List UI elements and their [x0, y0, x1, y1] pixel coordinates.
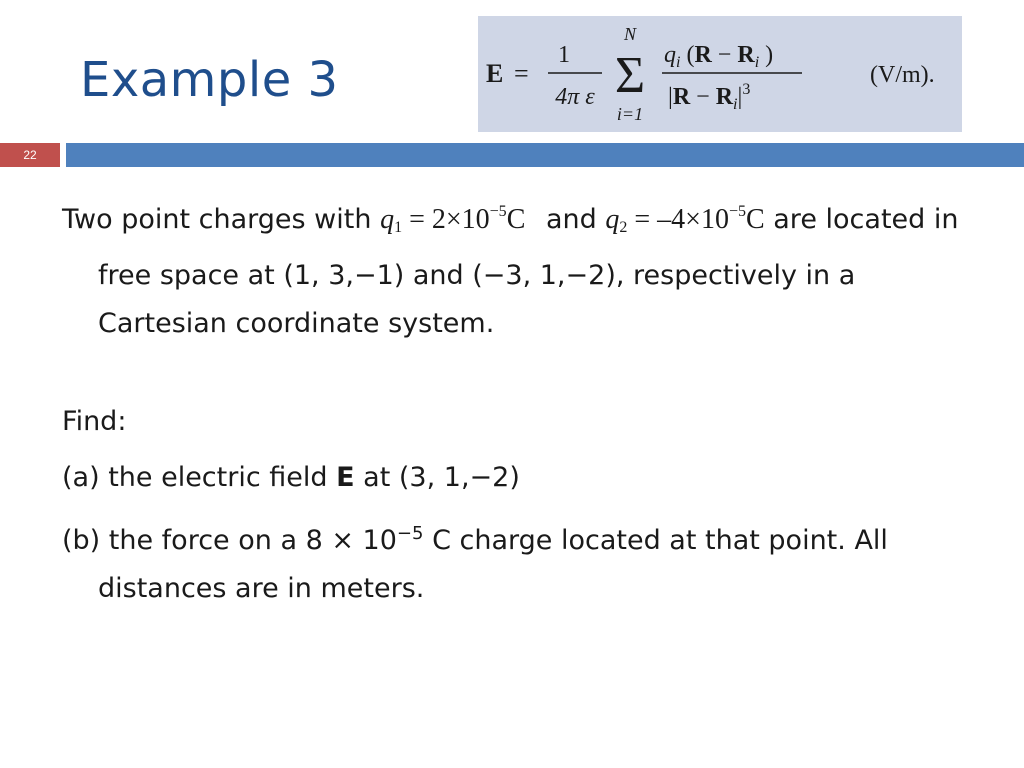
slide-title: Example 3	[80, 52, 339, 108]
formula-sum-top: N	[623, 24, 637, 44]
intro-continuation: located in free space at (1, 3,−1) and (−3, 1,−2), respectively in a Cartesian coordinate system.	[98, 204, 959, 339]
find-section	[62, 398, 982, 613]
intro-text: Two point charges with	[62, 204, 372, 235]
part-b: (b) the force on a $8 \times 10^{-5}$ C charge located at that point. All distances are in meters.	[62, 523, 888, 604]
field-symbol: E	[336, 462, 355, 493]
problem-statement	[62, 188, 982, 348]
formula-frac-den: 4π ε	[555, 84, 595, 110]
intro-paragraph	[62, 188, 982, 348]
intro-end-text: are	[773, 204, 817, 235]
formula-sum-bottom: i=1	[616, 104, 644, 124]
q1-expression: $q_1 = 2\times 10^{-5}C$	[380, 203, 526, 236]
find-label: Find:	[62, 406, 127, 437]
formula-lhs: E	[486, 59, 504, 88]
part-a: (a) the electric field E at (3, 1,−2)	[62, 462, 520, 493]
svg-text:|R − Ri|3: $|R - R_i|^3$	[668, 81, 751, 113]
and-text: and	[545, 204, 597, 235]
formula-frac-num: 1	[558, 42, 570, 68]
svg-text:qi (R − Ri ): $q_i$ ($R - R_i$ )	[664, 42, 774, 71]
q2-expression: $q_2 = -4\times 10^{-5}C$	[605, 203, 765, 236]
field-formula	[478, 16, 962, 132]
formula-equals: =	[514, 59, 529, 88]
formula-units: (V/m).	[870, 62, 935, 88]
header-bar	[66, 143, 1024, 167]
formula-term-num	[664, 42, 773, 71]
sigma-symbol: Σ	[614, 47, 646, 104]
formula-term-den	[668, 81, 750, 113]
slide-number: 22	[0, 143, 60, 167]
